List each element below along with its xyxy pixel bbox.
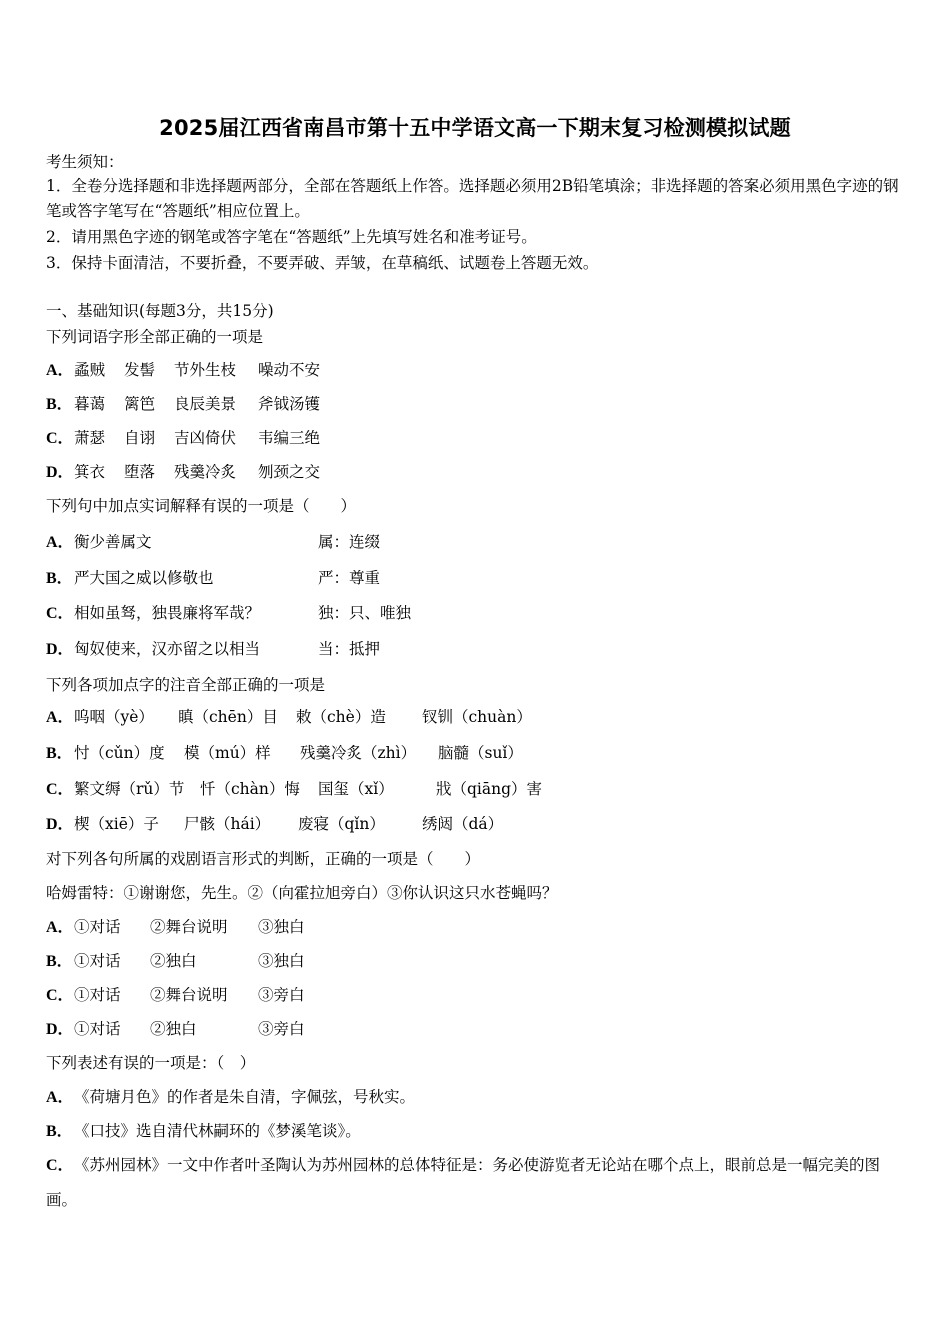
q2-option-d xyxy=(46,639,260,660)
option-item: ①对话 xyxy=(74,986,121,1004)
option-text: 《口技》选自清代林嗣环的《梦溪笔谈》。 xyxy=(74,1122,361,1140)
question-3-stem: 下列各项加点字的注音全部正确的一项是 xyxy=(46,676,326,694)
section-heading: 一、基础知识(每题3分，共15分) xyxy=(46,302,274,320)
option-label: B． xyxy=(46,1123,73,1140)
question-1-stem: 下列词语字形全部正确的一项是 xyxy=(46,328,264,346)
notice-item-2: 2．请用黑色字迹的钢笔或答字笔在“答题纸”上先填写姓名和准考证号。 xyxy=(46,228,537,246)
option-label: B． xyxy=(46,396,73,413)
option-label: C． xyxy=(46,781,74,798)
option-label: A． xyxy=(46,362,74,379)
notice-item-3: 3．保持卡面清洁，不要折叠，不要弄破、弄皱，在草稿纸、试题卷上答题无效。 xyxy=(46,254,599,272)
option-word: 发髻 xyxy=(124,361,156,379)
option-label: B． xyxy=(46,745,73,762)
option-word: 自诩 xyxy=(124,429,156,447)
option-label: A． xyxy=(46,919,74,936)
option-item: 模（mú）样 xyxy=(184,744,271,762)
option-label: D． xyxy=(46,641,74,658)
q2-option-d-gloss: 当：抵押 xyxy=(318,640,381,658)
q4-option-b xyxy=(46,951,305,972)
question-4-stem: 对下列各句所属的戏剧语言形式的判断，正确的一项是（ ） xyxy=(46,850,481,868)
page-title: 2025届江西省南昌市第十五中学语文高一下期末复习检测模拟试题 xyxy=(159,116,791,140)
option-word: 箕衣 xyxy=(74,463,106,481)
option-label: C． xyxy=(46,987,74,1004)
option-item: 繁文缛（rǔ）节 xyxy=(74,780,185,798)
q2-option-a xyxy=(46,532,152,553)
option-label: B． xyxy=(46,570,73,587)
question-4-quote: 哈姆雷特：①谢谢您，先生。②（向霍拉旭旁白）③你认识这只水苍蝇吗？ xyxy=(46,884,558,902)
option-item: ①对话 xyxy=(74,1020,121,1038)
option-item: 呜咽（yè） xyxy=(74,708,154,726)
option-item: 尸骸（hái） xyxy=(184,815,271,833)
q2-option-c-gloss: 独：只、唯独 xyxy=(318,604,412,622)
option-word: 篱笆 xyxy=(124,395,156,413)
q3-option-b xyxy=(46,743,523,764)
option-word: 刎颈之交 xyxy=(258,463,321,481)
notice-item-1: 1．全卷分选择题和非选择题两部分，全部在答题纸上作答。选择题必须用2B铅笔填涂；非选择题的答案必须用黑色字迹的钢笔或答字笔写在“答题纸”相应位置上。 xyxy=(46,177,899,220)
option-label: A． xyxy=(46,709,74,726)
option-item: 残羹冷炙（zhì） xyxy=(300,744,417,762)
option-sentence: 相如虽驽，独畏廉将军哉？ xyxy=(74,604,261,622)
option-word: 节外生枝 xyxy=(174,361,237,379)
option-sentence: 严大国之威以修敬也 xyxy=(74,569,214,587)
option-item: ③旁白 xyxy=(258,1020,305,1038)
q4-option-d xyxy=(46,1019,305,1040)
option-word: 吉凶倚伏 xyxy=(174,429,237,447)
q3-option-a xyxy=(46,707,532,728)
option-item: ②舞台说明 xyxy=(150,918,228,936)
option-label: D． xyxy=(46,1021,74,1038)
option-item: ②独白 xyxy=(150,952,197,970)
option-item: 忏（chàn）悔 xyxy=(200,780,300,798)
question-2-stem: 下列句中加点实词解释有误的一项是（ ） xyxy=(46,497,357,515)
option-sentence: 衡少善属文 xyxy=(74,533,152,551)
option-item: 废寝（qǐn） xyxy=(298,815,385,833)
option-sentence: 匈奴使来，汉亦留之以相当 xyxy=(74,640,261,658)
option-word: 残羹冷炙 xyxy=(174,463,237,481)
q5-option-b xyxy=(46,1121,361,1142)
q5-option-a xyxy=(46,1087,415,1108)
option-item: ③独白 xyxy=(258,952,305,970)
option-item: ②独白 xyxy=(150,1020,197,1038)
option-label: A． xyxy=(46,1089,74,1106)
option-label: B． xyxy=(46,953,73,970)
option-item: 楔（xiē）子 xyxy=(74,815,159,833)
option-item: 绣闼（dá） xyxy=(422,815,504,833)
option-item: 脑髓（suǐ） xyxy=(438,744,523,762)
q4-option-a xyxy=(46,917,305,938)
option-word: 噪动不安 xyxy=(258,361,321,379)
option-word: 良辰美景 xyxy=(174,395,237,413)
q1-option-d xyxy=(46,462,320,483)
option-item: 敕（chè）造 xyxy=(296,708,386,726)
q1-option-a xyxy=(46,360,320,381)
option-item: ③旁白 xyxy=(258,986,305,1004)
option-item: ②舞台说明 xyxy=(150,986,228,1004)
question-5-stem: 下列表述有误的一项是：（ ） xyxy=(46,1054,256,1072)
option-item: ③独白 xyxy=(258,918,305,936)
option-label: C． xyxy=(46,1157,74,1174)
option-item: 忖（cǔn）度 xyxy=(74,744,165,762)
option-label: A． xyxy=(46,534,74,551)
option-item: 钗钏（chuàn） xyxy=(422,708,532,726)
option-word: 暮蔼 xyxy=(74,395,106,413)
q5-option-c xyxy=(46,1148,908,1217)
option-word: 韦编三绝 xyxy=(258,429,321,447)
option-text: 《苏州园林》一文中作者叶圣陶认为苏州园林的总体特征是：务必使游览者无论站在哪个点上，眼前总是一幅完美的图画。 xyxy=(46,1156,881,1209)
option-label: C． xyxy=(46,430,74,447)
q2-option-b xyxy=(46,568,214,589)
option-label: D． xyxy=(46,464,74,481)
q3-option-d xyxy=(46,814,503,835)
option-item: 瞋（chēn）目 xyxy=(178,708,278,726)
option-word: 蟊贼 xyxy=(74,361,106,379)
option-label: D． xyxy=(46,816,74,833)
option-label: C． xyxy=(46,605,74,622)
q1-option-b xyxy=(46,394,320,415)
option-word: 萧瑟 xyxy=(74,429,106,447)
option-item: 国玺（xǐ） xyxy=(318,780,394,798)
notice-heading: 考生须知： xyxy=(46,153,124,171)
option-item: ①对话 xyxy=(74,952,121,970)
option-item: 戕（qiāng）害 xyxy=(436,780,543,798)
q2-option-c xyxy=(46,603,260,624)
option-item: ①对话 xyxy=(74,918,121,936)
q2-option-a-gloss: 属：连缀 xyxy=(318,533,381,551)
q3-option-c xyxy=(46,779,542,800)
q1-option-c xyxy=(46,428,320,449)
option-word: 堕落 xyxy=(124,463,156,481)
q4-option-c xyxy=(46,985,305,1006)
option-text: 《荷塘月色》的作者是朱自清，字佩弦，号秋实。 xyxy=(74,1088,416,1106)
option-word: 斧钺汤镬 xyxy=(258,395,321,413)
q2-option-b-gloss: 严：尊重 xyxy=(318,569,381,587)
